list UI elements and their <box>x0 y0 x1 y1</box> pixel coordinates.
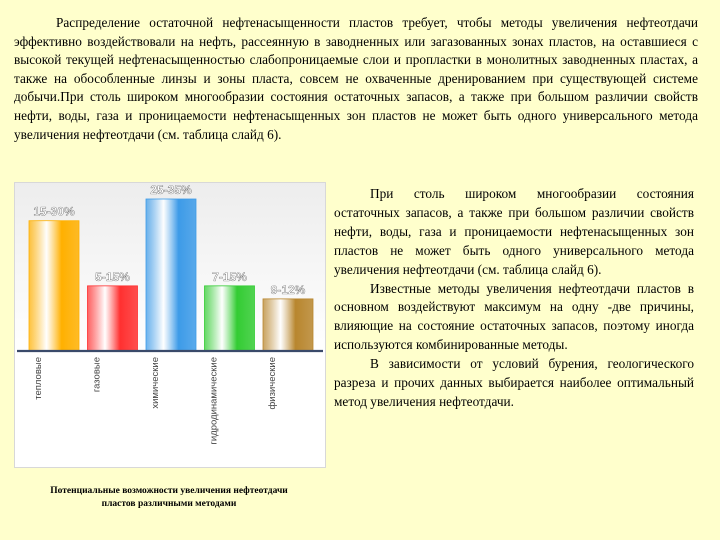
bar-тепловые <box>29 221 79 351</box>
caption-line-1: Потенциальные возможности увеличения нефтеотдачи <box>50 486 288 496</box>
category-label-тепловые: тепловые <box>33 357 44 400</box>
bar-chart-figure <box>14 182 326 468</box>
category-label-газовые: газовые <box>91 357 103 393</box>
intro-paragraph: Распределение остаточной нефтенасыщенности пластов требует, чтобы методы увеличения нефтеотдачи эффективно воздействовали на нефть, рассеянную в заводненных или загазованных зонах пластов, на оставшиеся с высокой текущей нефтенасыщенностью слабопроницаемые слои и пропластки в монолитных заводненных пластах, а также на обособленные линзы и зоны пласта, совсем не охваченные дренированием при существующей системе добычи.При столь широком многообразии состояния остаточных запасов, а также при большом различии свойств нефти, воды, газа и проницаемости нефтенасыщенных зон пластов не может быть одного универсального метода увеличения нефтеотдачи (см. таблица слайд 6). <box>14 15 698 142</box>
right-paragraph-2: Известные методы увеличения нефтеотдачи пластов в основном воздействуют максимум на одну -две причины, влияющие на состояние остаточных запасов, поэтому иногда используются комбинированные методы. <box>334 280 694 353</box>
value-label-химические: 25-35% <box>150 183 192 197</box>
value-label-тепловые: 15-30% <box>33 204 75 219</box>
bar-газовые <box>88 286 138 351</box>
caption-line-2: пластов различными методами <box>101 499 237 509</box>
category-label-гидродинамические: гидродинамические <box>208 357 220 445</box>
right-paragraph-1: При столь широком многообразии состояния остаточных запасов, а также при большом различии свойств нефти, воды, газа и проницаемости нефтенасыщенных зон пластов не может быть одного универсального метода увеличения нефтеотдачи (см. таблица слайд 6). <box>334 186 694 277</box>
category-label-физические: физические <box>267 357 278 410</box>
value-label-гидродинамические: 7-15% <box>212 269 247 284</box>
value-label-газовые: 5-15% <box>95 269 130 284</box>
right-paragraph-3: В зависимости от условий бурения, геологического разреза и прочих данных выбирается наиболее оптимальный метод увеличения нефтеотдачи. <box>334 356 694 409</box>
bar-физические <box>263 299 313 351</box>
bar-chart <box>15 183 325 467</box>
right-text-block <box>334 185 694 412</box>
chart-caption <box>14 485 324 511</box>
category-label-химические: химические <box>150 357 161 409</box>
bar-гидродинамические <box>205 286 255 351</box>
value-label-физические: 9-12% <box>270 282 306 297</box>
bar-химические <box>146 199 196 351</box>
